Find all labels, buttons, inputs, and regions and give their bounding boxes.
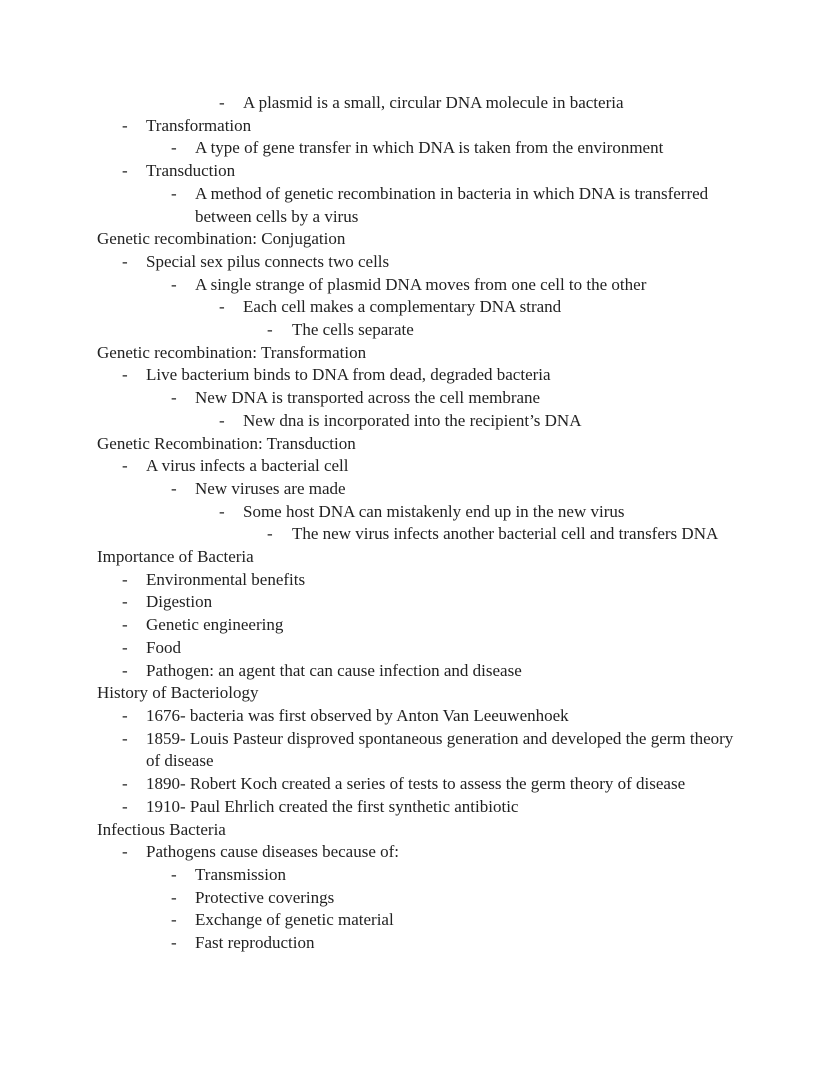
- dash-bullet: -: [122, 161, 128, 181]
- item-text: Each cell makes a complementary DNA strand: [243, 297, 562, 317]
- dash-bullet: -: [122, 705, 128, 725]
- item-text: 1910- Paul Ehrlich created the first synthetic antibiotic: [146, 796, 519, 816]
- item-text: Exchange of genetic material: [195, 910, 394, 930]
- dash-bullet: -: [267, 320, 273, 340]
- item-text: Genetic recombination: Transformation: [97, 342, 367, 362]
- dash-bullet: -: [171, 910, 177, 930]
- outline-heading: [97, 682, 737, 705]
- list-item: [97, 773, 737, 796]
- list-item: [97, 728, 737, 773]
- dash-bullet: -: [219, 410, 225, 430]
- dash-bullet: -: [171, 933, 177, 953]
- item-text: New DNA is transported across the cell membrane: [195, 388, 541, 408]
- item-text: 1890- Robert Koch created a series of tests to assess the germ theory of disease: [146, 774, 686, 794]
- dash-bullet: -: [122, 569, 128, 589]
- dash-bullet: -: [122, 592, 128, 612]
- list-item: [97, 501, 737, 524]
- list-item: [97, 92, 737, 115]
- list-item: [97, 137, 737, 160]
- list-item: [97, 614, 737, 637]
- dash-bullet: -: [122, 796, 128, 816]
- dash-bullet: -: [219, 297, 225, 317]
- list-item: [97, 387, 737, 410]
- dash-bullet: -: [267, 524, 273, 544]
- item-text: Genetic engineering: [146, 615, 284, 635]
- item-text: Fast reproduction: [195, 933, 315, 953]
- item-text: History of Bacteriology: [97, 683, 259, 703]
- item-text: New viruses are made: [195, 478, 346, 498]
- dash-bullet: -: [122, 842, 128, 862]
- item-text: A method of genetic recombination in bacteria in which DNA is transferred between cells by a virus: [195, 183, 709, 226]
- list-item: [97, 296, 737, 319]
- item-text: A plasmid is a small, circular DNA molecule in bacteria: [243, 93, 624, 112]
- list-item: [97, 796, 737, 819]
- item-text: Infectious Bacteria: [97, 819, 226, 839]
- item-text: Some host DNA can mistakenly end up in the new virus: [243, 501, 625, 521]
- dash-bullet: -: [171, 887, 177, 907]
- dash-bullet: -: [219, 501, 225, 521]
- list-item: [97, 909, 737, 932]
- dash-bullet: -: [171, 274, 177, 294]
- dash-bullet: -: [122, 615, 128, 635]
- dash-bullet: -: [171, 183, 177, 203]
- list-item: [97, 841, 737, 864]
- dash-bullet: -: [122, 251, 128, 271]
- item-text: Importance of Bacteria: [97, 547, 254, 567]
- list-item: [97, 705, 737, 728]
- item-text: Digestion: [146, 592, 213, 612]
- list-item: [97, 478, 737, 501]
- list-item: [97, 319, 737, 342]
- dash-bullet: -: [122, 115, 128, 135]
- list-item: [97, 932, 737, 955]
- list-item: [97, 455, 737, 478]
- outline-heading: [97, 342, 737, 365]
- list-item: [97, 251, 737, 274]
- dash-bullet: -: [122, 774, 128, 794]
- list-item: [97, 660, 737, 683]
- list-item: [97, 637, 737, 660]
- item-text: The cells separate: [292, 320, 414, 340]
- item-text: Live bacterium binds to DNA from dead, degraded bacteria: [146, 365, 551, 385]
- list-item: [97, 183, 737, 228]
- item-text: The new virus infects another bacterial cell and transfers DNA: [292, 524, 719, 544]
- outline-heading: [97, 433, 737, 456]
- dash-bullet: -: [171, 478, 177, 498]
- item-text: Genetic recombination: Conjugation: [97, 229, 346, 249]
- list-item: [97, 115, 737, 138]
- item-text: Genetic Recombination: Transduction: [97, 433, 356, 453]
- item-text: Environmental benefits: [146, 569, 306, 589]
- dash-bullet: -: [171, 388, 177, 408]
- list-item: [97, 864, 737, 887]
- dash-bullet: -: [122, 660, 128, 680]
- item-text: New dna is incorporated into the recipient’s DNA: [243, 410, 582, 430]
- item-text: Protective coverings: [195, 887, 335, 907]
- outline-heading: [97, 819, 737, 842]
- dash-bullet: -: [171, 864, 177, 884]
- dash-bullet: -: [171, 138, 177, 158]
- item-text: A single strange of plasmid DNA moves from one cell to the other: [195, 274, 647, 294]
- dash-bullet: -: [219, 93, 225, 112]
- item-text: Special sex pilus connects two cells: [146, 251, 390, 271]
- list-item: [97, 160, 737, 183]
- dash-bullet: -: [122, 365, 128, 385]
- dash-bullet: -: [122, 637, 128, 657]
- list-item: [97, 569, 737, 592]
- item-text: Transduction: [146, 161, 236, 181]
- list-item: [97, 364, 737, 387]
- item-text: A virus infects a bacterial cell: [146, 456, 349, 476]
- outline-heading: [97, 228, 737, 251]
- list-item: [97, 887, 737, 910]
- item-text: 1676- bacteria was first observed by Anton Van Leeuwenhoek: [146, 705, 569, 725]
- notes-outline: [97, 92, 737, 955]
- item-text: 1859- Louis Pasteur disproved spontaneous generation and developed the germ theory of disease: [146, 728, 734, 771]
- dash-bullet: -: [122, 456, 128, 476]
- item-text: Transmission: [195, 864, 287, 884]
- item-text: Transformation: [146, 115, 252, 135]
- item-text: A type of gene transfer in which DNA is taken from the environment: [195, 138, 664, 158]
- list-item: [97, 410, 737, 433]
- item-text: Food: [146, 637, 181, 657]
- list-item: [97, 523, 737, 546]
- outline-heading: [97, 546, 737, 569]
- list-item: [97, 591, 737, 614]
- list-item: [97, 274, 737, 297]
- item-text: Pathogens cause diseases because of:: [146, 842, 400, 862]
- item-text: Pathogen: an agent that can cause infection and disease: [146, 660, 522, 680]
- dash-bullet: -: [122, 728, 128, 748]
